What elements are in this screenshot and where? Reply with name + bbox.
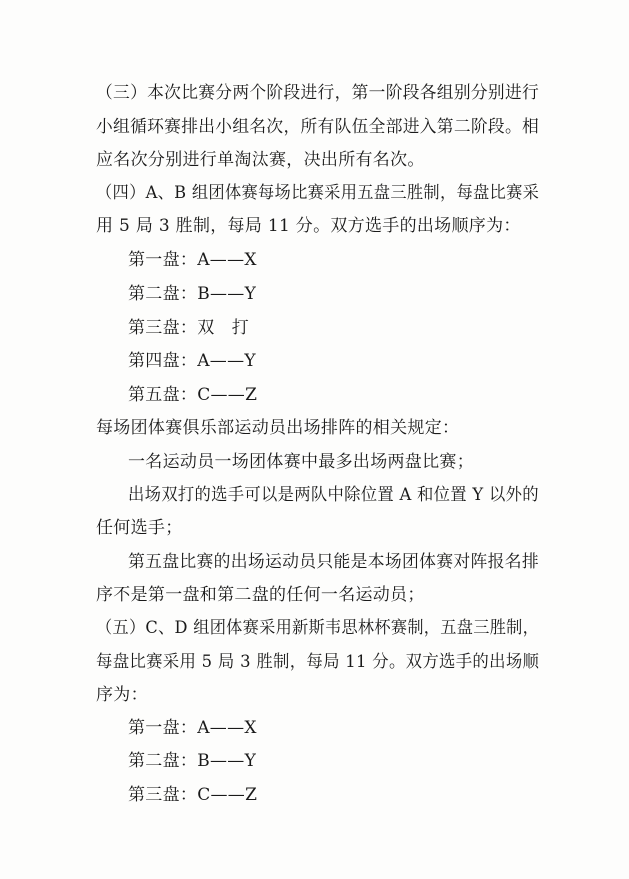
text-line: 每场团体赛俱乐部运动员出场排阵的相关规定： xyxy=(96,418,460,438)
text-line: 第三盘：C——Z xyxy=(128,785,258,805)
text-line: 序不是第一盘和第二盘的任何一名运动员； xyxy=(96,585,425,605)
text-line: 序为： xyxy=(96,685,148,705)
text-line: 每盘比赛采用 5 局 3 胜制，每局 11 分。双方选手的出场顺 xyxy=(96,652,540,672)
text-line: 小组循环赛排出小组名次，所有队伍全部进入第二阶段。相 xyxy=(96,117,540,137)
text-line: 任何选手； xyxy=(96,518,183,538)
text-line: 第四盘：A——Y xyxy=(128,351,256,371)
text-line: 第二盘：B——Y xyxy=(128,751,257,771)
text-line: （五）C、D 组团体赛采用新斯韦思林杯赛制，五盘三胜制， xyxy=(96,618,540,638)
text-line: 第三盘：双 打 xyxy=(128,318,250,338)
text-line: 用 5 局 3 胜制，每局 11 分。双方选手的出场顺序为： xyxy=(96,216,521,236)
text-line: （四）A、B 组团体赛每场比赛采用五盘三胜制，每盘比赛采 xyxy=(96,183,540,203)
text-line: 第一盘：A——X xyxy=(128,250,257,270)
text-line: 第一盘：A——X xyxy=(128,718,257,738)
text-line: 第五盘：C——Z xyxy=(128,385,258,405)
text-line: 第五盘比赛的出场运动员只能是本场团体赛对阵报名排 xyxy=(128,552,540,572)
text-line: 应名次分别进行单淘汰赛，决出所有名次。 xyxy=(96,150,425,170)
text-line: 一名运动员一场团体赛中最多出场两盘比赛； xyxy=(128,452,474,472)
text-line: 第二盘：B——Y xyxy=(128,284,257,304)
text-line: 出场双打的选手可以是两队中除位置 A 和位置 Y 以外的 xyxy=(128,485,539,505)
text-line: （三）本次比赛分两个阶段进行，第一阶段各组别分别进行 xyxy=(96,83,540,103)
